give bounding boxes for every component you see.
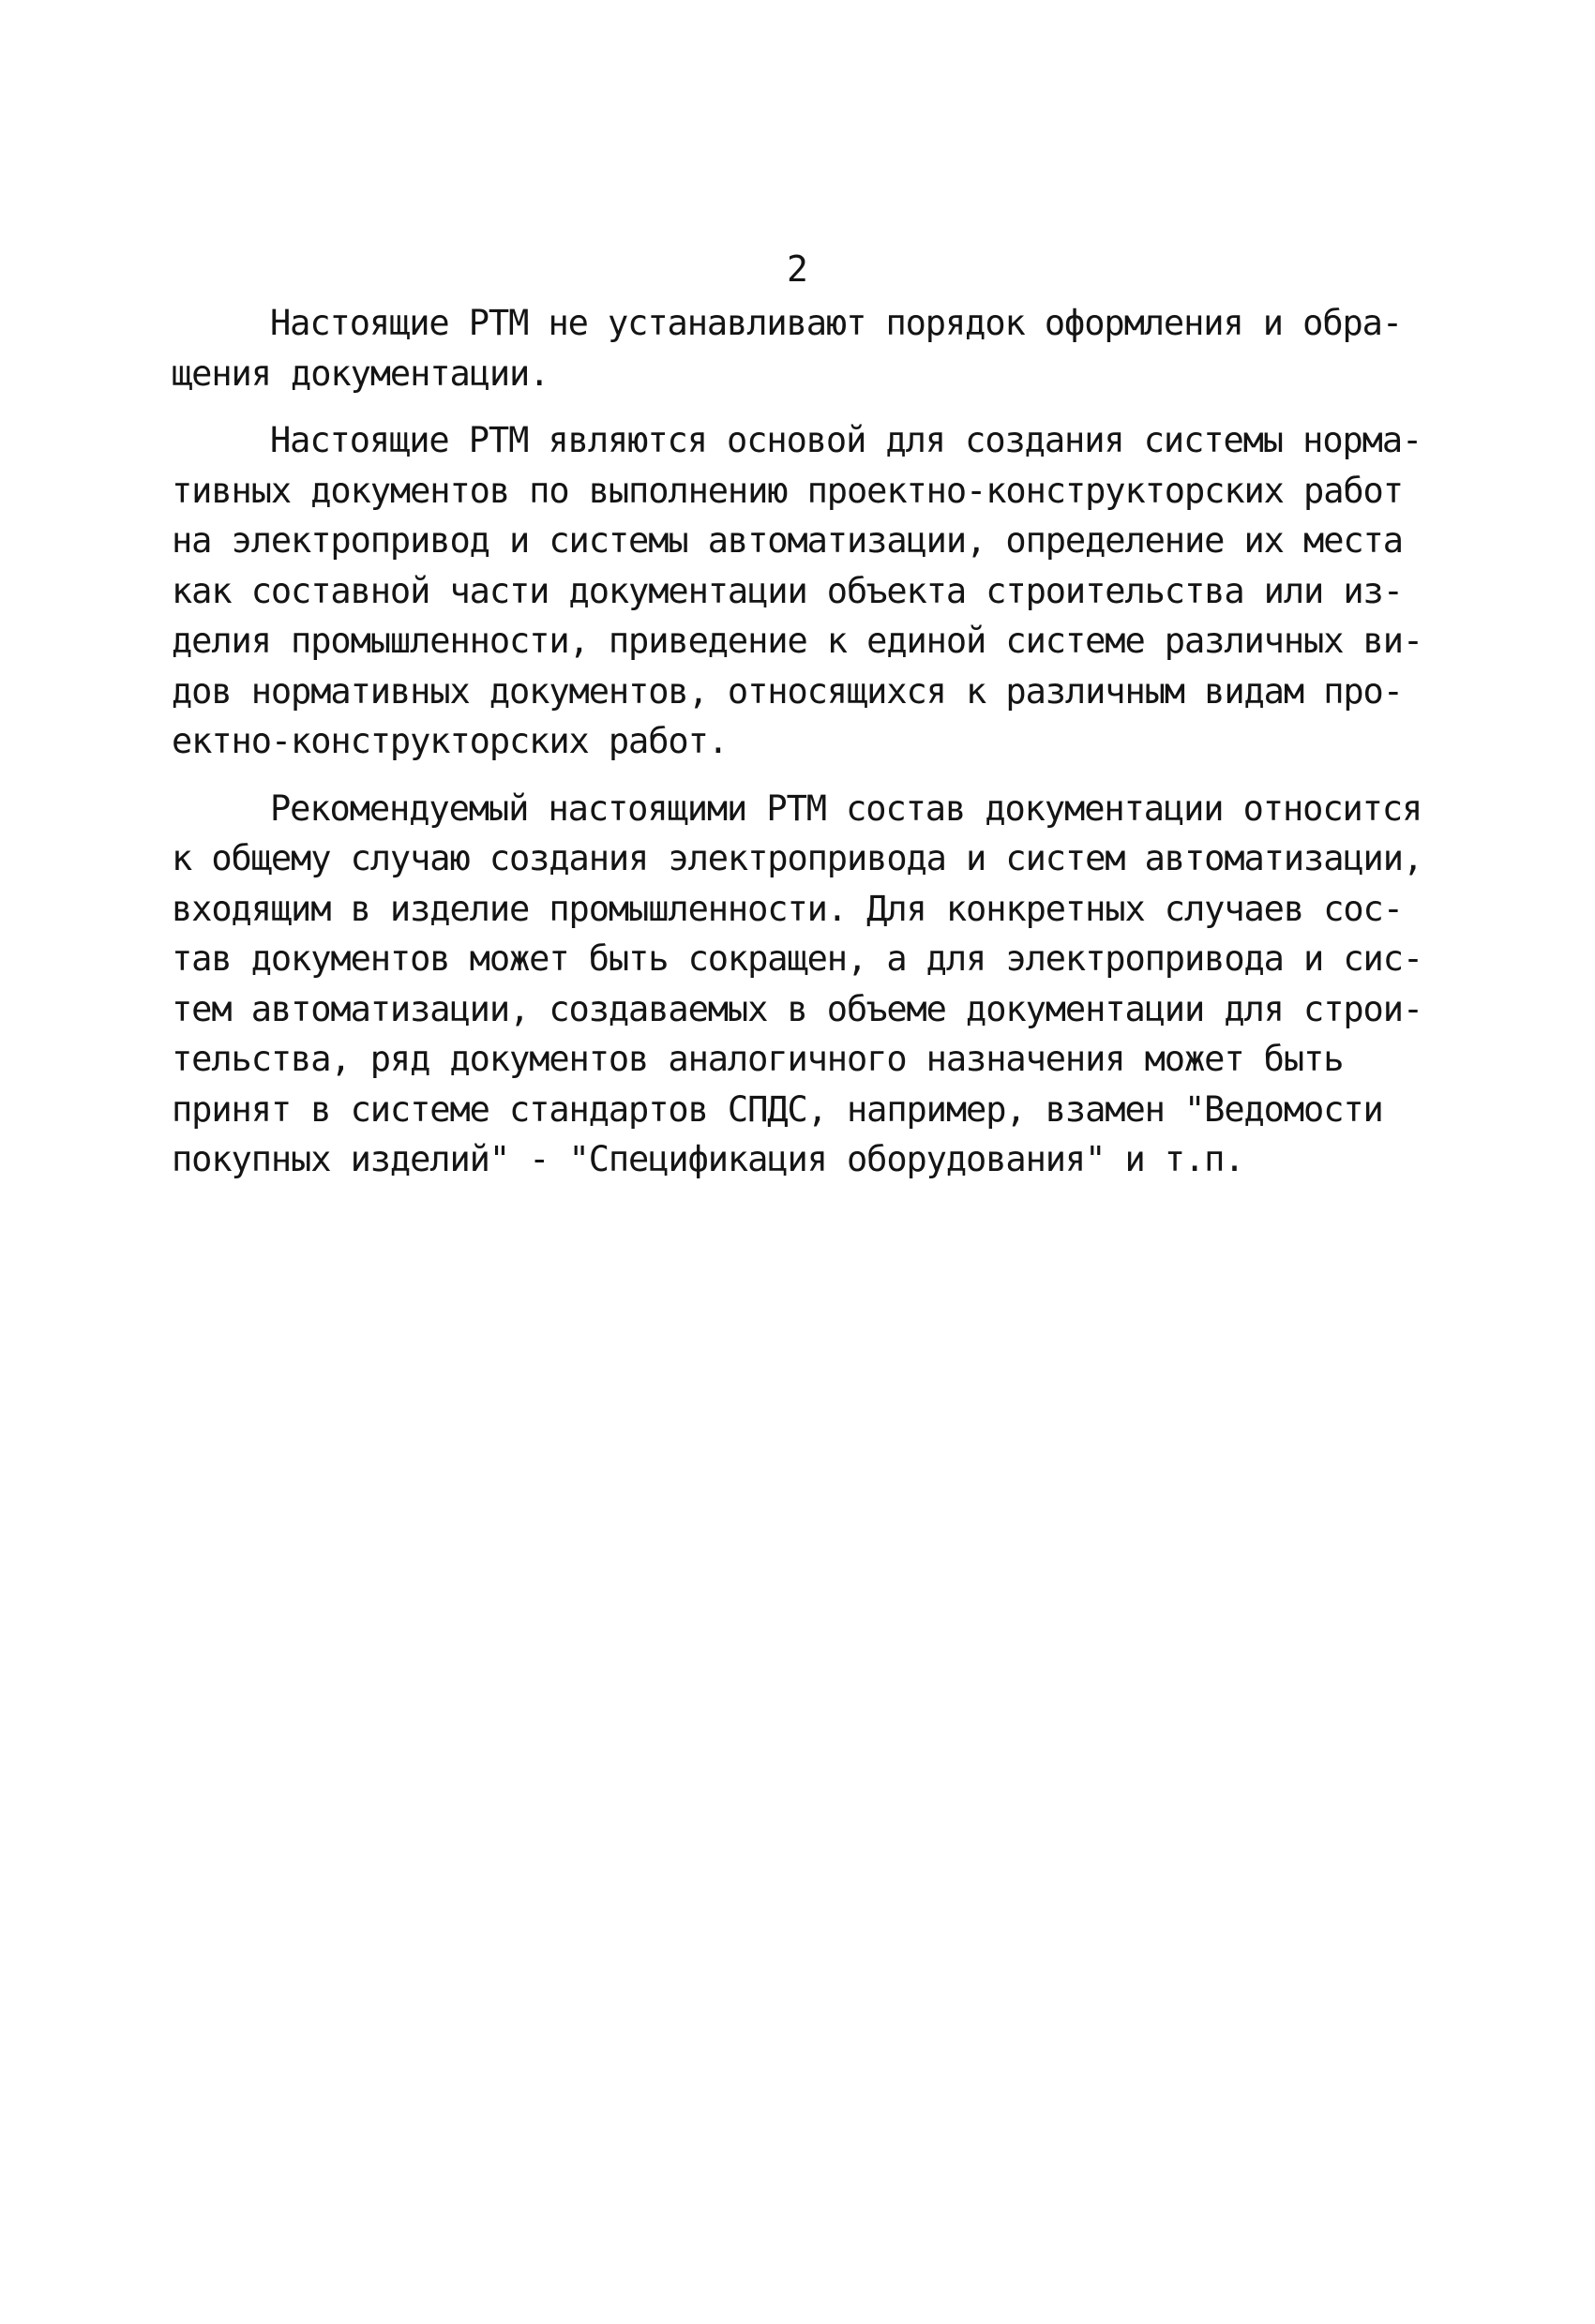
- text-line: дов нормативных документов, относящихся к различным видам про-: [172, 670, 1403, 712]
- text-line: к общему случаю создания электропривода и систем автоматизации,: [172, 838, 1423, 878]
- text-line: тав документов может быть сокращен, а для электропривода и сис-: [172, 938, 1423, 979]
- text-line: Настоящие РТМ не устанавливают порядок оформления и обра-: [270, 303, 1403, 343]
- text-line: тельства, ряд документов аналогичного назначения может быть: [172, 1039, 1344, 1079]
- text-line: Рекомендуемый настоящими РТМ состав документации относится: [270, 787, 1422, 829]
- paragraph-purpose: [172, 415, 1428, 767]
- document-body: [172, 298, 1428, 1202]
- text-line: как составной части документации объекта строительства или из-: [172, 570, 1403, 611]
- text-line: принят в системе стандартов СПДС, например, взамен "Ведомости: [172, 1088, 1383, 1130]
- paragraph-scope: [172, 298, 1428, 398]
- text-line: делия промышленности, приведение к единой системе различных ви-: [172, 621, 1423, 661]
- paragraph-composition: [172, 784, 1428, 1185]
- page-number: 2: [787, 248, 808, 290]
- text-line: входящим в изделие промышленности. Для конкретных случаев сос-: [172, 888, 1403, 929]
- text-line: покупных изделий" - "Спецификация оборудования" и т.п.: [172, 1139, 1244, 1179]
- text-line: щения документации.: [172, 352, 549, 394]
- text-line: тивных документов по выполнению проектно-конструкторских работ: [172, 470, 1403, 511]
- text-line: тем автоматизации, создаваемых в объеме документации для строи-: [172, 988, 1423, 1029]
- text-line: на электропривод и системы автоматизации, определение их места: [172, 520, 1403, 561]
- text-line: ектно-конструкторских работ.: [172, 721, 728, 761]
- text-line: Настоящие РТМ являются основой для создания системы норма-: [270, 420, 1422, 460]
